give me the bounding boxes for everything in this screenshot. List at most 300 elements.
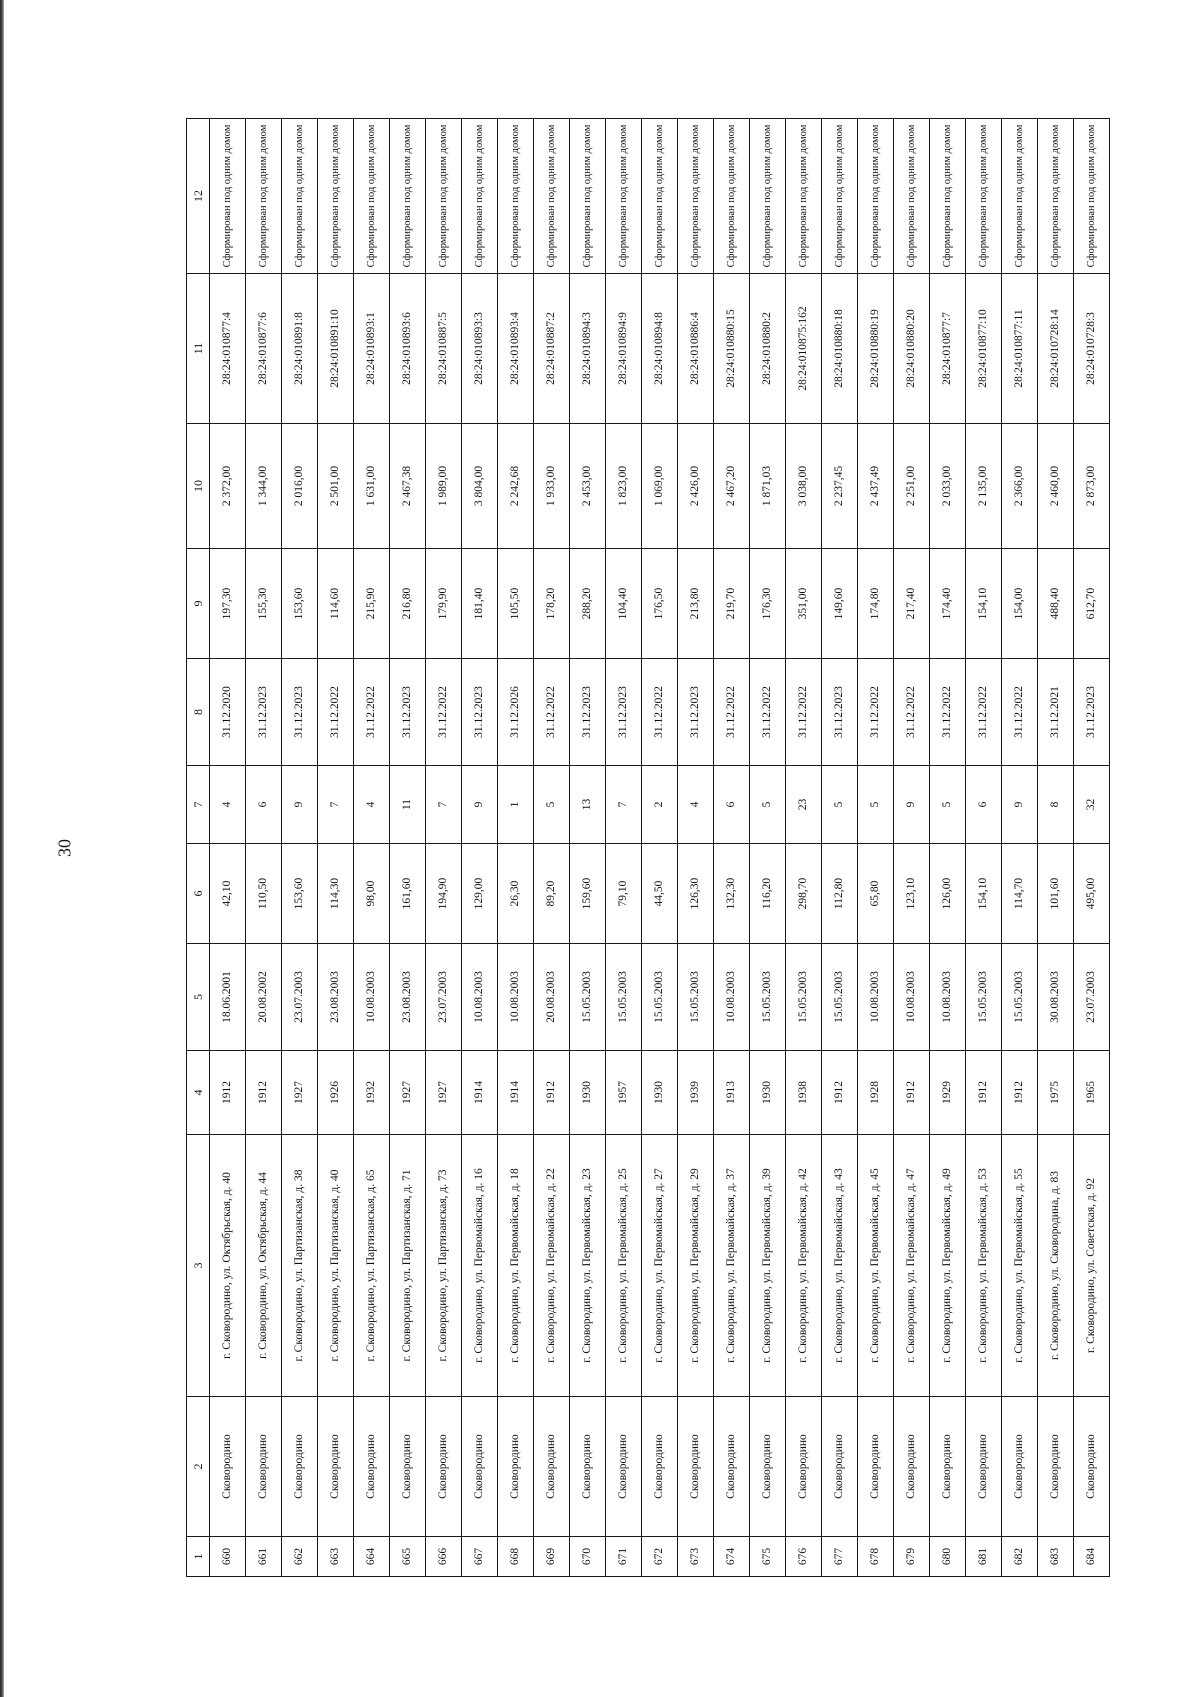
table-row [426,119,462,1577]
year-cell: 1930 [570,1051,606,1135]
land-area-cell: 2 467,38 [390,424,426,549]
deadline-cell: 31.12.2023 [1074,659,1110,766]
date-cell: 10.08.2003 [714,944,750,1051]
note-cell: Сформирован под одним домом [786,119,822,274]
row-number-cell: 681 [966,1537,1002,1577]
address-cell: г. Сковородино, ул. Партизанская, д. 71 [390,1135,426,1397]
land-area-cell: 2 453,00 [570,424,606,549]
table-row [1002,119,1038,1577]
residents-cell: 4 [354,766,390,844]
date-cell: 23.07.2003 [282,944,318,1051]
row-number-cell: 662 [282,1537,318,1577]
residents-cell: 1 [498,766,534,844]
area-cell: 42,10 [210,844,246,944]
note-cell: Сформирован под одним домом [750,119,786,274]
locality-cell: Сковородино [318,1397,354,1537]
area-cell: 114,70 [1002,844,1038,944]
column-header: 7 [187,766,210,844]
total-area-cell: 176,50 [642,549,678,659]
date-cell: 10.08.2003 [354,944,390,1051]
residents-cell: 6 [966,766,1002,844]
row-number-cell: 661 [246,1537,282,1577]
year-cell: 1912 [534,1051,570,1135]
area-cell: 112,80 [822,844,858,944]
total-area-cell: 149,60 [822,549,858,659]
deadline-cell: 31.12.2023 [678,659,714,766]
land-area-cell: 2 467,20 [714,424,750,549]
column-header: 1 [187,1537,210,1577]
deadline-cell: 31.12.2023 [570,659,606,766]
deadline-cell: 31.12.2023 [246,659,282,766]
cadastral-cell: 28:24:010887:5 [426,274,462,424]
date-cell: 18.06.2001 [210,944,246,1051]
locality-cell: Сковородино [786,1397,822,1537]
total-area-cell: 213,80 [678,549,714,659]
year-cell: 1929 [930,1051,966,1135]
note-cell: Сформирован под одним домом [966,119,1002,274]
residents-cell: 4 [678,766,714,844]
residents-cell: 7 [318,766,354,844]
table-row [1038,119,1074,1577]
cadastral-cell: 28:24:010877:10 [966,274,1002,424]
land-area-cell: 2 460,00 [1038,424,1074,549]
area-cell: 116,20 [750,844,786,944]
deadline-cell: 31.12.2022 [786,659,822,766]
total-area-cell: 488,40 [1038,549,1074,659]
land-area-cell: 2 016,00 [282,424,318,549]
total-area-cell: 114,60 [318,549,354,659]
area-cell: 298,70 [786,844,822,944]
row-number-cell: 675 [750,1537,786,1577]
address-cell: г. Сковородино, ул. Первомайская, д. 27 [642,1135,678,1397]
locality-cell: Сковородино [894,1397,930,1537]
address-cell: г. Сковородино, ул. Первомайская, д. 23 [570,1135,606,1397]
residents-cell: 23 [786,766,822,844]
locality-cell: Сковородино [606,1397,642,1537]
note-cell: Сформирован под одним домом [678,119,714,274]
area-cell: 126,00 [930,844,966,944]
column-header: 10 [187,424,210,549]
deadline-cell: 31.12.2022 [534,659,570,766]
deadline-cell: 31.12.2022 [426,659,462,766]
residents-cell: 13 [570,766,606,844]
total-area-cell: 351,00 [786,549,822,659]
cadastral-cell: 28:24:010893:1 [354,274,390,424]
table-row [642,119,678,1577]
year-cell: 1939 [678,1051,714,1135]
cadastral-cell: 28:24:010877:7 [930,274,966,424]
note-cell: Сформирован под одним домом [282,119,318,274]
deadline-cell: 31.12.2022 [318,659,354,766]
deadline-cell: 31.12.2022 [894,659,930,766]
note-cell: Сформирован под одним домом [426,119,462,274]
row-number-cell: 669 [534,1537,570,1577]
date-cell: 23.07.2003 [1074,944,1110,1051]
cadastral-cell: 28:24:010875:162 [786,274,822,424]
cadastral-cell: 28:24:010877:4 [210,274,246,424]
area-cell: 79,10 [606,844,642,944]
row-number-cell: 663 [318,1537,354,1577]
column-header: 8 [187,659,210,766]
date-cell: 15.05.2003 [642,944,678,1051]
land-area-cell: 2 501,00 [318,424,354,549]
residents-cell: 7 [426,766,462,844]
total-area-cell: 217,40 [894,549,930,659]
area-cell: 110,50 [246,844,282,944]
row-number-cell: 670 [570,1537,606,1577]
year-cell: 1914 [498,1051,534,1135]
row-number-cell: 683 [1038,1537,1074,1577]
scan-edge [0,0,4,1697]
date-cell: 15.05.2003 [570,944,606,1051]
row-number-cell: 682 [1002,1537,1038,1577]
year-cell: 1912 [966,1051,1002,1135]
area-cell: 114,30 [318,844,354,944]
address-cell: г. Сковородино, ул. Советская, д. 92 [1074,1135,1110,1397]
area-cell: 153,60 [282,844,318,944]
cadastral-cell: 28:24:010880:18 [822,274,858,424]
total-area-cell: 154,10 [966,549,1002,659]
land-area-cell: 2 372,00 [210,424,246,549]
table-row [462,119,498,1577]
locality-cell: Сковородино [642,1397,678,1537]
year-cell: 1913 [714,1051,750,1135]
cadastral-cell: 28:24:010887:2 [534,274,570,424]
table-body [210,119,1110,1577]
area-cell: 101,60 [1038,844,1074,944]
cadastral-cell: 28:24:010893:4 [498,274,534,424]
total-area-cell: 154,00 [1002,549,1038,659]
cadastral-cell: 28:24:010893:3 [462,274,498,424]
locality-cell: Сковородино [714,1397,750,1537]
deadline-cell: 31.12.2022 [1002,659,1038,766]
address-cell: г. Сковородино, ул. Партизанская, д. 73 [426,1135,462,1397]
year-cell: 1930 [750,1051,786,1135]
cadastral-cell: 28:24:010877:6 [246,274,282,424]
total-area-cell: 176,30 [750,549,786,659]
total-area-cell: 612,70 [1074,549,1110,659]
note-cell: Сформирован под одним домом [246,119,282,274]
locality-cell: Сковородино [498,1397,534,1537]
address-cell: г. Сковородино, ул. Первомайская, д. 43 [822,1135,858,1397]
table-row [606,119,642,1577]
locality-cell: Сковородино [426,1397,462,1537]
deadline-cell: 31.12.2022 [858,659,894,766]
row-number-cell: 676 [786,1537,822,1577]
total-area-cell: 174,80 [858,549,894,659]
address-cell: г. Сковородино, ул. Первомайская, д. 39 [750,1135,786,1397]
date-cell: 15.05.2003 [678,944,714,1051]
date-cell: 15.05.2003 [966,944,1002,1051]
note-cell: Сформирован под одним домом [1038,119,1074,274]
header-row [187,119,210,1577]
note-cell: Сформирован под одним домом [354,119,390,274]
land-area-cell: 1 871,03 [750,424,786,549]
note-cell: Сформирован под одним домом [1002,119,1038,274]
address-cell: г. Сковородино, ул. Партизанская, д. 65 [354,1135,390,1397]
table-row [786,119,822,1577]
table-row [714,119,750,1577]
residents-cell: 8 [1038,766,1074,844]
note-cell: Сформирован под одним домом [498,119,534,274]
land-area-cell: 2 033,00 [930,424,966,549]
deadline-cell: 31.12.2023 [606,659,642,766]
land-area-cell: 2 251,00 [894,424,930,549]
row-number-cell: 660 [210,1537,246,1577]
row-number-cell: 678 [858,1537,894,1577]
cadastral-cell: 28:24:010880:2 [750,274,786,424]
date-cell: 23.08.2003 [390,944,426,1051]
locality-cell: Сковородино [822,1397,858,1537]
year-cell: 1912 [822,1051,858,1135]
land-area-cell: 3 804,00 [462,424,498,549]
address-cell: г. Сковородино, ул. Первомайская, д. 55 [1002,1135,1038,1397]
note-cell: Сформирован под одним домом [534,119,570,274]
locality-cell: Сковородино [1002,1397,1038,1537]
total-area-cell: 174,40 [930,549,966,659]
table-row [390,119,426,1577]
registry-table [186,118,1110,1577]
deadline-cell: 31.12.2021 [1038,659,1074,766]
date-cell: 15.05.2003 [822,944,858,1051]
year-cell: 1957 [606,1051,642,1135]
address-cell: г. Сковородино, ул. Партизанская, д. 40 [318,1135,354,1397]
land-area-cell: 2 237,45 [822,424,858,549]
land-area-cell: 2 135,00 [966,424,1002,549]
area-cell: 44,50 [642,844,678,944]
date-cell: 15.05.2003 [1002,944,1038,1051]
total-area-cell: 153,60 [282,549,318,659]
total-area-cell: 104,40 [606,549,642,659]
total-area-cell: 288,20 [570,549,606,659]
note-cell: Сформирован под одним домом [210,119,246,274]
residents-cell: 9 [282,766,318,844]
land-area-cell: 2 242,68 [498,424,534,549]
row-number-cell: 672 [642,1537,678,1577]
cadastral-cell: 28:24:010880:15 [714,274,750,424]
cadastral-cell: 28:24:010728:3 [1074,274,1110,424]
deadline-cell: 31.12.2020 [210,659,246,766]
year-cell: 1930 [642,1051,678,1135]
row-number-cell: 667 [462,1537,498,1577]
cadastral-cell: 28:24:010880:19 [858,274,894,424]
table-row [210,119,246,1577]
deadline-cell: 31.12.2022 [714,659,750,766]
locality-cell: Сковородино [354,1397,390,1537]
table-row [930,119,966,1577]
total-area-cell: 219,70 [714,549,750,659]
deadline-cell: 31.12.2022 [642,659,678,766]
residents-cell: 9 [462,766,498,844]
row-number-cell: 668 [498,1537,534,1577]
table-row [678,119,714,1577]
area-cell: 159,60 [570,844,606,944]
locality-cell: Сковородино [750,1397,786,1537]
year-cell: 1975 [1038,1051,1074,1135]
land-area-cell: 3 038,00 [786,424,822,549]
address-cell: г. Сковородино, ул. Первомайская, д. 25 [606,1135,642,1397]
cadastral-cell: 28:24:010894:8 [642,274,678,424]
area-cell: 154,10 [966,844,1002,944]
address-cell: г. Сковородино, ул. Первомайская, д. 47 [894,1135,930,1397]
column-header: 5 [187,944,210,1051]
deadline-cell: 31.12.2023 [462,659,498,766]
locality-cell: Сковородино [678,1397,714,1537]
column-header: 4 [187,1051,210,1135]
registry-table-container [186,119,1100,1577]
note-cell: Сформирован под одним домом [930,119,966,274]
total-area-cell: 179,90 [426,549,462,659]
note-cell: Сформирован под одним домом [318,119,354,274]
land-area-cell: 2 366,00 [1002,424,1038,549]
year-cell: 1927 [282,1051,318,1135]
table-row [354,119,390,1577]
table-row [858,119,894,1577]
residents-cell: 5 [858,766,894,844]
date-cell: 15.05.2003 [786,944,822,1051]
locality-cell: Сковородино [966,1397,1002,1537]
address-cell: г. Сковородино, ул. Октябрьская, д. 44 [246,1135,282,1397]
locality-cell: Сковородино [246,1397,282,1537]
deadline-cell: 31.12.2023 [822,659,858,766]
cadastral-cell: 28:24:010886:4 [678,274,714,424]
row-number-cell: 664 [354,1537,390,1577]
residents-cell: 5 [534,766,570,844]
table-row [822,119,858,1577]
address-cell: г. Сковородино, ул. Первомайская, д. 53 [966,1135,1002,1397]
date-cell: 20.08.2002 [246,944,282,1051]
year-cell: 1938 [786,1051,822,1135]
locality-cell: Сковородино [462,1397,498,1537]
table-row [246,119,282,1577]
residents-cell: 9 [1002,766,1038,844]
locality-cell: Сковородино [282,1397,318,1537]
date-cell: 23.08.2003 [318,944,354,1051]
land-area-cell: 1 823,00 [606,424,642,549]
note-cell: Сформирован под одним домом [1074,119,1110,274]
area-cell: 126,30 [678,844,714,944]
column-header: 9 [187,549,210,659]
total-area-cell: 178,20 [534,549,570,659]
table-row [894,119,930,1577]
date-cell: 23.07.2003 [426,944,462,1051]
residents-cell: 4 [210,766,246,844]
cadastral-cell: 28:24:010894:3 [570,274,606,424]
year-cell: 1912 [894,1051,930,1135]
row-number-cell: 673 [678,1537,714,1577]
address-cell: г. Сковородино, ул. Партизанская, д. 38 [282,1135,318,1397]
note-cell: Сформирован под одним домом [858,119,894,274]
total-area-cell: 216,80 [390,549,426,659]
row-number-cell: 680 [930,1537,966,1577]
table-row [498,119,534,1577]
table-header [187,119,210,1577]
deadline-cell: 31.12.2022 [930,659,966,766]
address-cell: г. Сковородино, ул. Первомайская, д. 18 [498,1135,534,1397]
land-area-cell: 1 989,00 [426,424,462,549]
area-cell: 129,00 [462,844,498,944]
date-cell: 20.08.2003 [534,944,570,1051]
address-cell: г. Сковородино, ул. Первомайская, д. 49 [930,1135,966,1397]
land-area-cell: 2 437,49 [858,424,894,549]
residents-cell: 2 [642,766,678,844]
deadline-cell: 31.12.2023 [390,659,426,766]
address-cell: г. Сковородино, ул. Сковородина, д. 83 [1038,1135,1074,1397]
year-cell: 1912 [1002,1051,1038,1135]
residents-cell: 5 [930,766,966,844]
locality-cell: Сковородино [570,1397,606,1537]
address-cell: г. Сковородино, ул. Октябрьская, д. 40 [210,1135,246,1397]
note-cell: Сформирован под одним домом [462,119,498,274]
row-number-cell: 665 [390,1537,426,1577]
column-header: 3 [187,1135,210,1397]
row-number-cell: 671 [606,1537,642,1577]
column-header: 2 [187,1397,210,1537]
residents-cell: 6 [246,766,282,844]
cadastral-cell: 28:24:010891:8 [282,274,318,424]
table-row [1074,119,1110,1577]
residents-cell: 6 [714,766,750,844]
residents-cell: 5 [822,766,858,844]
land-area-cell: 1 933,00 [534,424,570,549]
row-number-cell: 679 [894,1537,930,1577]
area-cell: 194,90 [426,844,462,944]
date-cell: 15.05.2003 [606,944,642,1051]
year-cell: 1927 [426,1051,462,1135]
address-cell: г. Сковородино, ул. Первомайская, д. 22 [534,1135,570,1397]
year-cell: 1927 [390,1051,426,1135]
residents-cell: 7 [606,766,642,844]
area-cell: 98,00 [354,844,390,944]
cadastral-cell: 28:24:010891:10 [318,274,354,424]
address-cell: г. Сковородино, ул. Первомайская, д. 37 [714,1135,750,1397]
area-cell: 132,30 [714,844,750,944]
date-cell: 15.05.2003 [750,944,786,1051]
row-number-cell: 684 [1074,1537,1110,1577]
deadline-cell: 31.12.2022 [750,659,786,766]
column-header: 11 [187,274,210,424]
area-cell: 161,60 [390,844,426,944]
table-row [318,119,354,1577]
year-cell: 1932 [354,1051,390,1135]
area-cell: 26,30 [498,844,534,944]
note-cell: Сформирован под одним домом [642,119,678,274]
column-header: 6 [187,844,210,944]
residents-cell: 5 [750,766,786,844]
date-cell: 10.08.2003 [462,944,498,1051]
cadastral-cell: 28:24:010877:11 [1002,274,1038,424]
date-cell: 30.08.2003 [1038,944,1074,1051]
note-cell: Сформирован под одним домом [714,119,750,274]
land-area-cell: 1 344,00 [246,424,282,549]
deadline-cell: 31.12.2023 [282,659,318,766]
residents-cell: 9 [894,766,930,844]
date-cell: 10.08.2003 [498,944,534,1051]
year-cell: 1965 [1074,1051,1110,1135]
year-cell: 1912 [210,1051,246,1135]
area-cell: 495,00 [1074,844,1110,944]
deadline-cell: 31.12.2022 [966,659,1002,766]
note-cell: Сформирован под одним домом [606,119,642,274]
locality-cell: Сковородино [210,1397,246,1537]
date-cell: 10.08.2003 [930,944,966,1051]
cadastral-cell: 28:24:010728:14 [1038,274,1074,424]
page-number: 30 [54,839,75,857]
date-cell: 10.08.2003 [894,944,930,1051]
deadline-cell: 31.12.2022 [354,659,390,766]
total-area-cell: 215,90 [354,549,390,659]
locality-cell: Сковородино [858,1397,894,1537]
